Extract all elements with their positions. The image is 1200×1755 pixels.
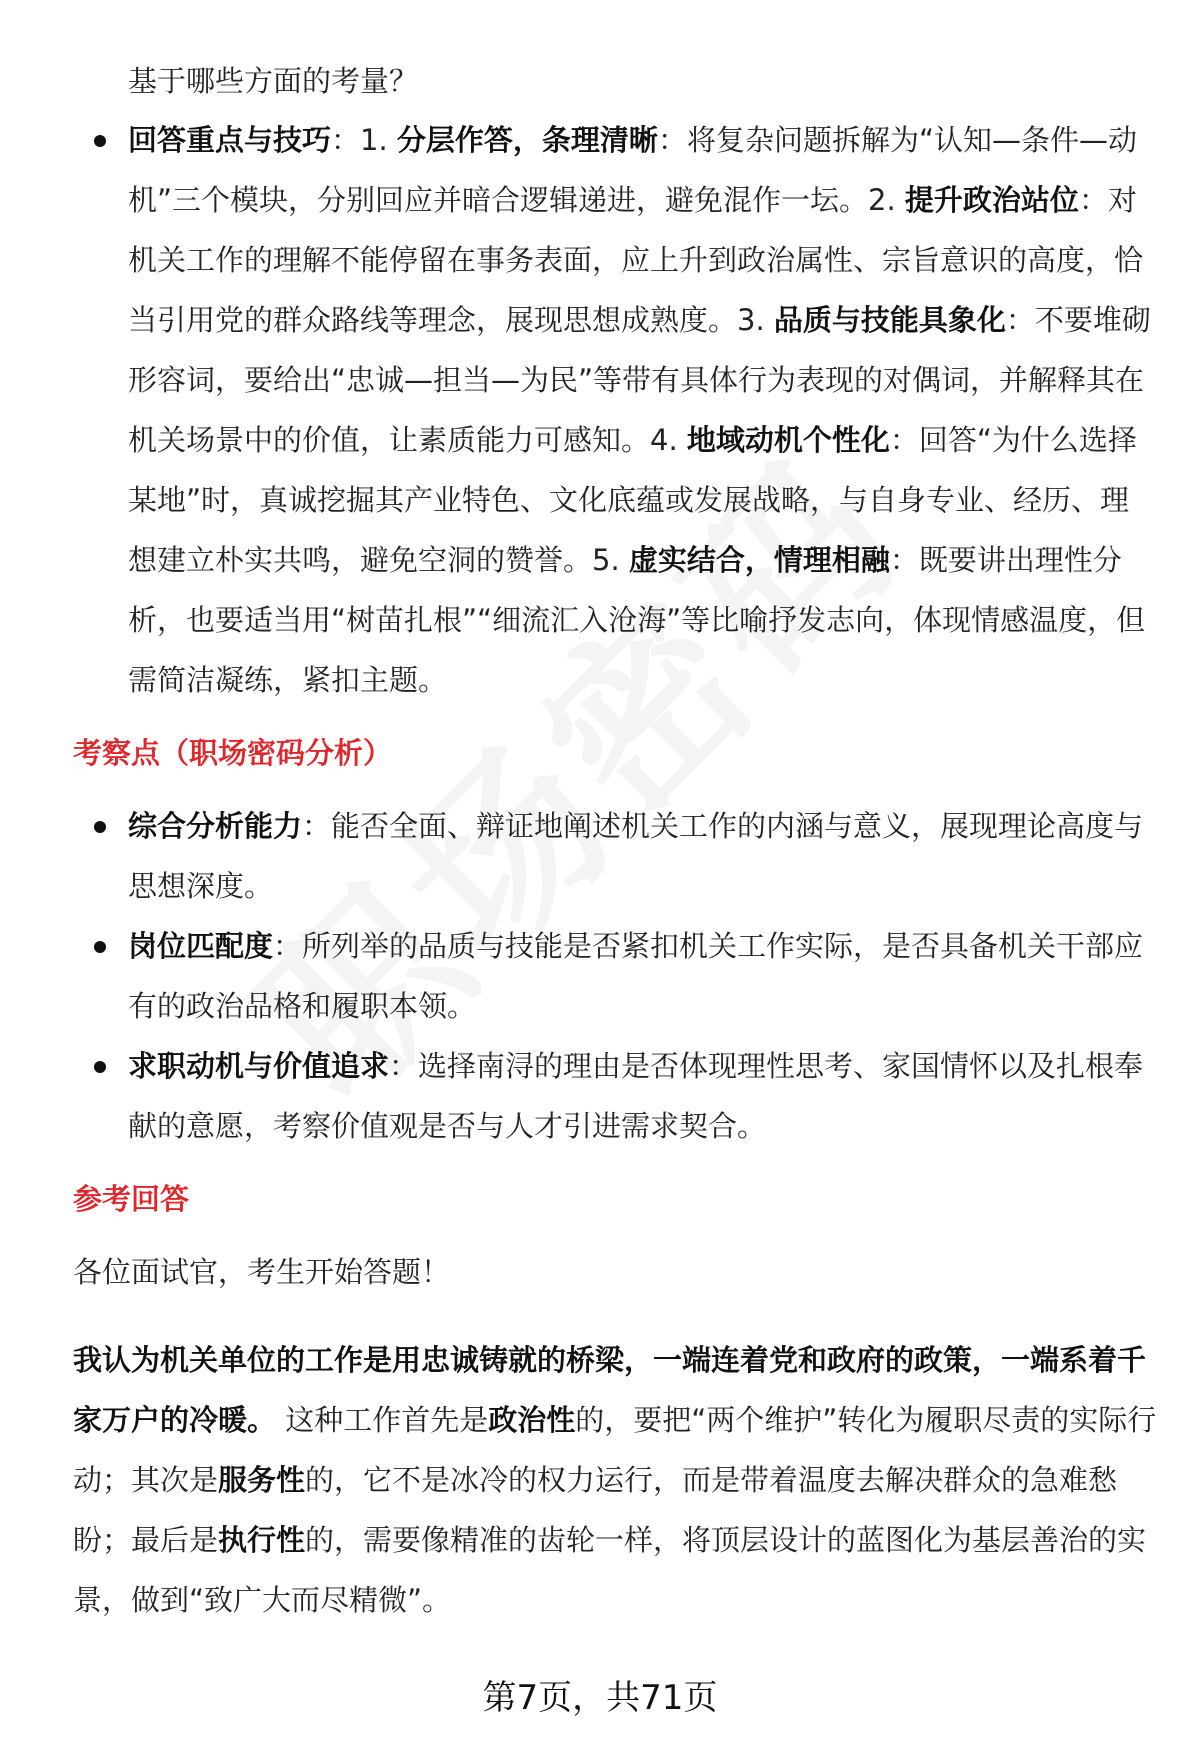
answer-bold-run: 我认为机关单位的工作是用忠诚铸就的桥梁，一端连着党和政府的政策，一端系着千家万户的冷暖。 xyxy=(73,1343,1147,1437)
tips-run: ：将复杂问题拆解为“认知—条件—动机”三个模块，分别回应并暗合逻辑递进，避免混作一坛。2. xyxy=(128,123,1137,217)
answer-opening: 各位面试官，考生开始答题！ xyxy=(73,1255,451,1289)
answer-bold-run: 政治性 xyxy=(488,1403,576,1437)
exam-point-label: 综合分析能力 xyxy=(128,809,303,843)
tips-run: ：对机关工作的理解不能停留在事务表面，应上升到政治属性、宗旨意识的高度，恰当引用党的群众路线等理念，展现思想成熟度。3. xyxy=(128,183,1144,337)
tips-label: 回答重点与技巧 xyxy=(128,123,332,157)
exam-point-text: ：选择南浔的理由是否体现理性思考、家国情怀以及扎根奉献的意愿，考察价值观是否与人才引进需求契合。 xyxy=(128,1049,1144,1143)
exam-point-text: ：能否全面、辩证地阐述机关工作的内涵与意义，展现理论高度与思想深度。 xyxy=(128,809,1144,903)
answer-paragraph xyxy=(73,1330,1158,1630)
tips-run: ：回答“为什么选择某地”时，真诚挖掘其产业特色、文化底蕴或发展战略，与自身专业、经历、理想建立朴实共鸣，避免空洞的赞誉。5. xyxy=(128,423,1137,577)
answer-bold-run: 执行性 xyxy=(218,1523,306,1557)
bullet-dot-icon xyxy=(94,941,106,953)
answer-bold-run: 服务性 xyxy=(218,1463,306,1497)
exam-point-item xyxy=(73,916,1158,1036)
tips-bold-run: 提升政治站位 xyxy=(904,183,1079,217)
answer-run: 的，它不是冰冷的权力运行，而是带着温度去解决群众的急难愁盼；最后是 xyxy=(73,1463,1118,1557)
bullet-dot-icon xyxy=(94,821,106,833)
tips-run: ：不要堆砌形容词，要给出“忠诚—担当—为民”等带有具体行为表现的对偶词，并解释其在机关场景中的价值，让素质能力可感知。4. xyxy=(128,303,1151,457)
tips-item xyxy=(73,110,1158,710)
tips-bold-run: 地域动机个性化 xyxy=(686,423,890,457)
tips-body xyxy=(128,123,1151,697)
tips-bold-run: 虚实结合，情理相融 xyxy=(628,543,890,577)
tips-list xyxy=(73,110,1158,710)
tips-bold-run: 分层作答，条理清晰 xyxy=(396,123,658,157)
exam-points-list xyxy=(73,796,1158,1156)
answer-run: 的，需要像精准的齿轮一样，将顶层设计的蓝图化为基层善治的实景，做到“致广大而尽精微”。 xyxy=(73,1523,1147,1617)
section-title-answer: 参考回答 xyxy=(73,1182,190,1216)
tips-run: 1. xyxy=(360,123,397,157)
exam-point-text: ：所列举的品质与技能是否紧扣机关工作实际，是否具备机关干部应有的政治品格和履职本领。 xyxy=(128,929,1144,1023)
exam-point-label: 求职动机与价值追求 xyxy=(128,1049,390,1083)
tips-bold-run: 品质与技能具象化 xyxy=(773,303,1006,337)
answer-run: 的，要把“两个维护”转化为履职尽责的实际行动；其次是 xyxy=(73,1403,1157,1497)
bullet-dot-icon xyxy=(94,135,106,147)
exam-point-item xyxy=(73,796,1158,916)
tips-run: ：既要讲出理性分析，也要适当用“树苗扎根”“细流汇入沧海”等比喻抒发志向，体现情感温度，但需简洁凝练，紧扣主题。 xyxy=(128,543,1146,697)
answer-run: 这种工作首先是 xyxy=(276,1403,489,1437)
tips-colon: ： xyxy=(331,123,361,157)
bullet-dot-icon xyxy=(94,1061,106,1073)
continuation-text: 基于哪些方面的考量？ xyxy=(128,64,419,98)
page-number: 第7页，共71页 xyxy=(482,1678,718,1718)
section-title-exam: 考察点（职场密码分析） xyxy=(73,736,393,770)
exam-point-item xyxy=(73,1036,1158,1156)
page-content xyxy=(73,52,1158,1630)
exam-point-label: 岗位匹配度 xyxy=(128,929,274,963)
